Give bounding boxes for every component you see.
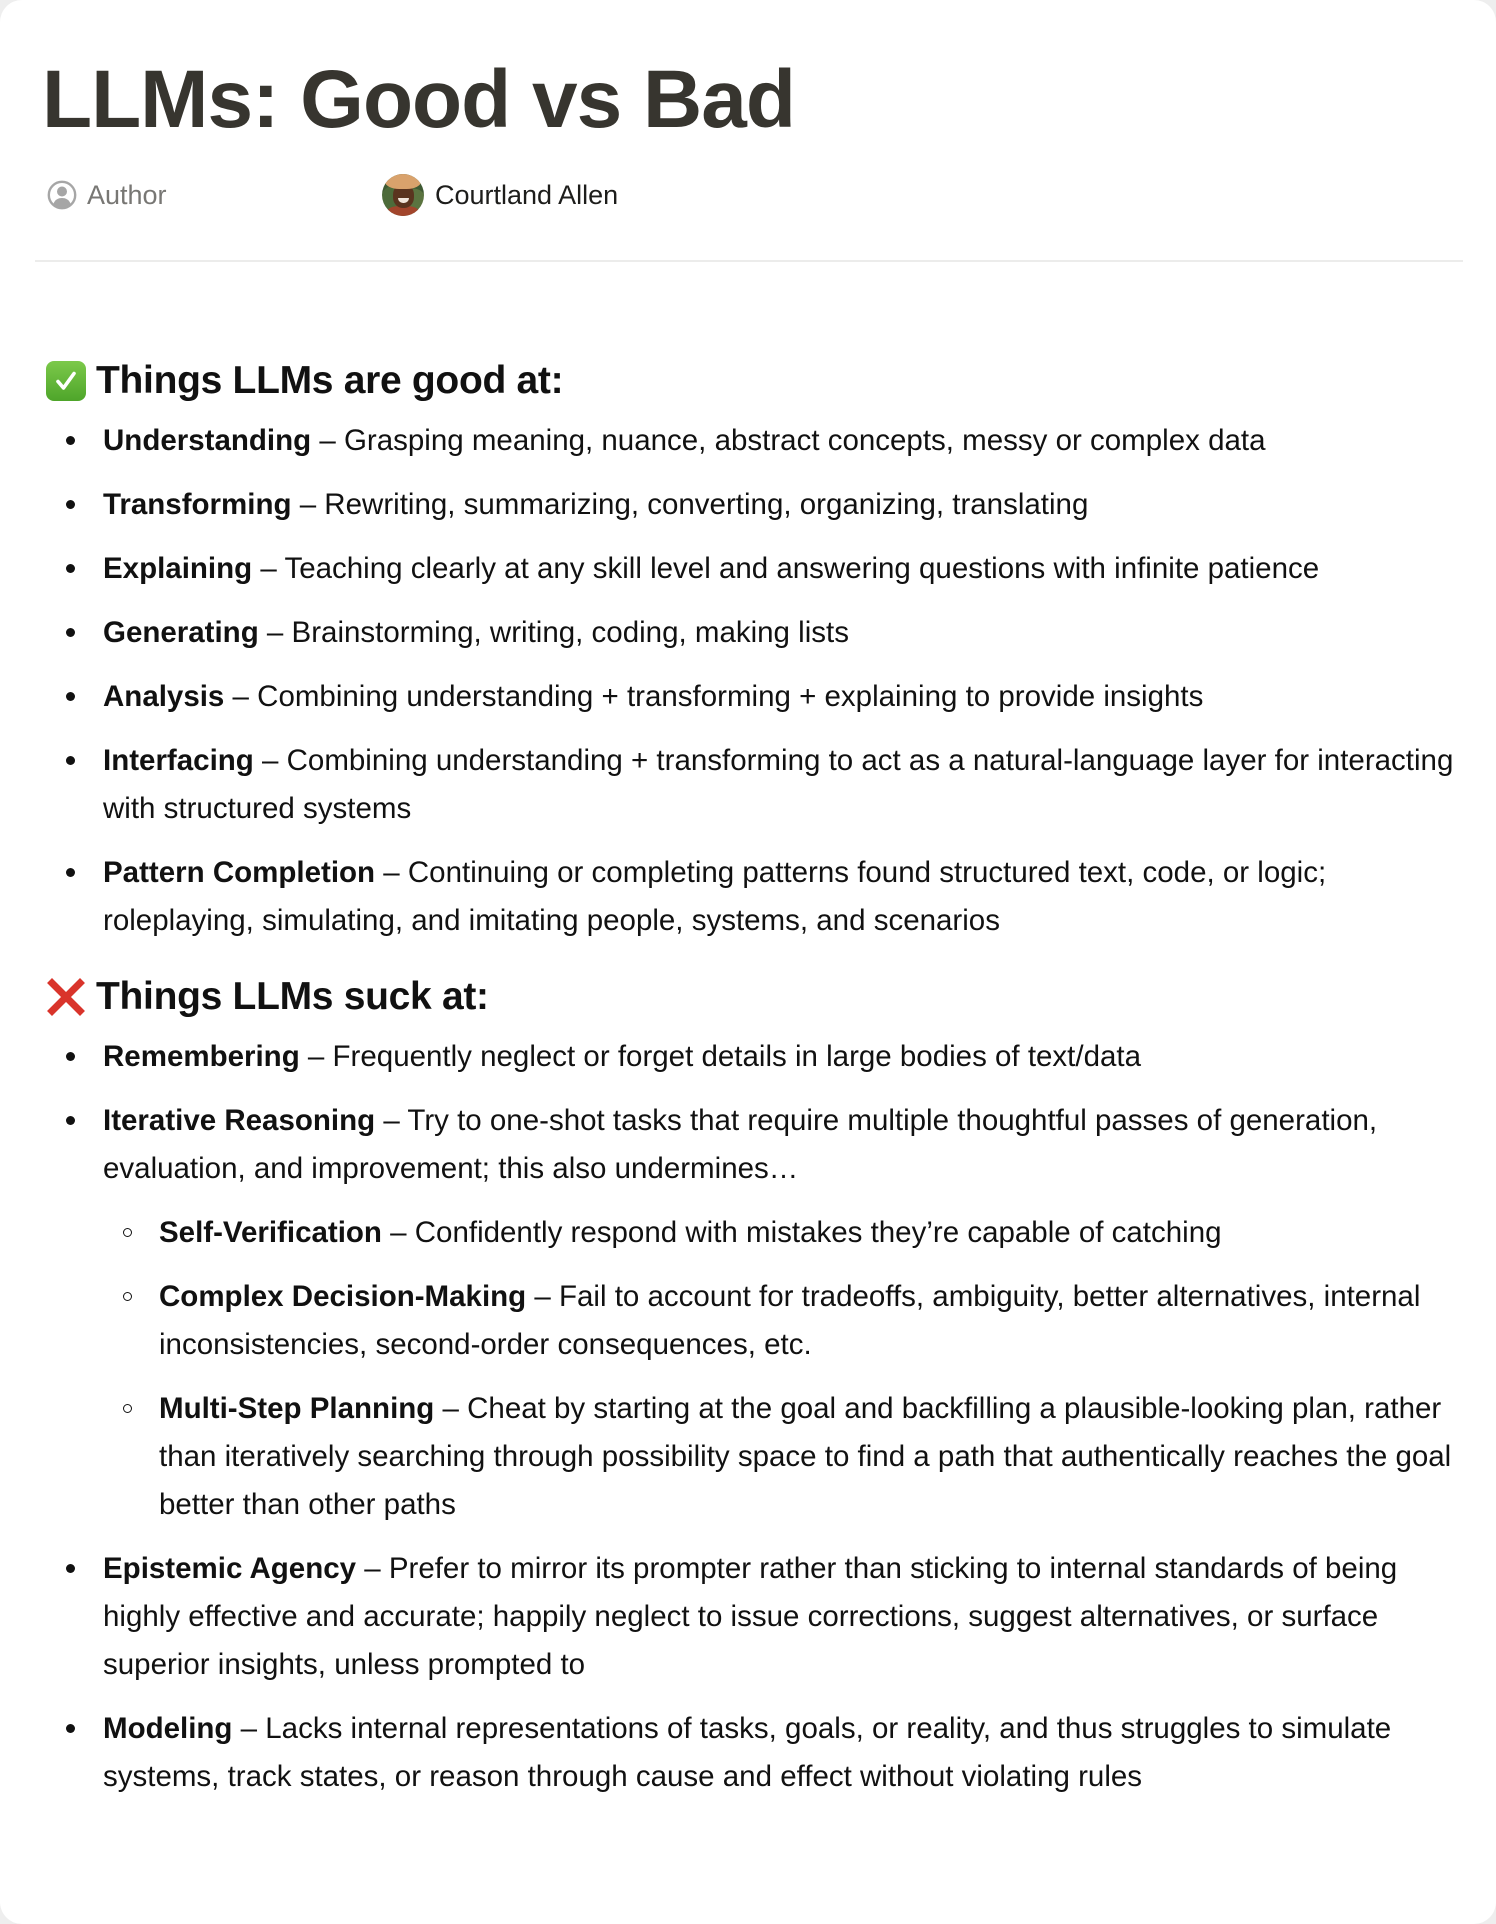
item-term: Understanding (103, 424, 312, 457)
list-item (44, 609, 1464, 657)
item-description: – Confidently respond with mistakes they’re capable of catching (381, 1216, 1222, 1249)
item-description: – Prefer to mirror its prompter rather than sticking to internal standards of being highly effective and accurate; happily neglect to issue corrections, suggest alternatives, or surface superior insights, unless prompted to (103, 1552, 1398, 1681)
sub-list-item (103, 1273, 1464, 1369)
item-term: Generating (103, 616, 259, 649)
item-description: – Combining understanding + transforming + explaining to provide insights (224, 680, 1204, 713)
disc-bullet-icon (66, 1052, 75, 1061)
list-item (44, 417, 1464, 465)
list-item (44, 1097, 1464, 1529)
item-description: – Rewriting, summarizing, converting, organizing, translating (291, 488, 1089, 521)
item-description: – Combining understanding + transforming to act as a natural-language layer for interacting with structured systems (103, 744, 1454, 825)
list-item (44, 1033, 1464, 1081)
item-description: – Continuing or completing patterns found structured text, code, or logic; roleplaying, simulating, and imitating people, systems, and scenarios (103, 856, 1327, 937)
author-property-label[interactable] (47, 180, 382, 211)
sub-list-item (103, 1209, 1464, 1257)
disc-bullet-icon (66, 564, 75, 573)
item-term: Epistemic Agency (103, 1552, 357, 1585)
page-title[interactable]: LLMs: Good vs Bad (42, 54, 795, 145)
sub-list (103, 1209, 1464, 1529)
list-item (44, 737, 1464, 833)
item-term: Complex Decision-Making (159, 1280, 527, 1313)
disc-bullet-icon (66, 1724, 75, 1733)
cross-mark-icon (46, 977, 86, 1017)
bad-section-heading (44, 971, 1464, 1023)
author-value[interactable] (382, 174, 618, 216)
item-description: – Fail to account for tradeoffs, ambiguity, better alternatives, internal inconsistencies, second-order consequences, etc. (159, 1280, 1421, 1361)
item-description: – Teaching clearly at any skill level and answering questions with infinite patience (252, 552, 1320, 585)
disc-bullet-icon (66, 868, 75, 877)
header-divider (35, 260, 1463, 262)
disc-bullet-icon (66, 500, 75, 509)
item-description: – Frequently neglect or forget details in large bodies of text/data (299, 1040, 1141, 1073)
item-description: – Brainstorming, writing, coding, making lists (258, 616, 849, 649)
item-term: Analysis (103, 680, 225, 713)
item-description: – Grasping meaning, nuance, abstract concepts, messy or complex data (311, 424, 1266, 457)
page-content (44, 355, 1464, 1801)
disc-bullet-icon (66, 436, 75, 445)
item-term: Remembering (103, 1040, 300, 1073)
circle-bullet-icon (123, 1404, 132, 1413)
list-item (44, 673, 1464, 721)
disc-bullet-icon (66, 756, 75, 765)
avatar-hat (385, 174, 421, 189)
item-term: Pattern Completion (103, 856, 376, 889)
person-circle-icon (47, 180, 77, 210)
good-section-heading (44, 355, 1464, 407)
item-description: – Lacks internal representations of tasks, goals, or reality, and thus struggles to simulate systems, track states, or reason through cause and effect without violating rules (103, 1712, 1392, 1793)
bad-list (44, 1033, 1464, 1801)
item-term: Transforming (103, 488, 292, 521)
circle-bullet-icon (123, 1228, 132, 1237)
item-term: Iterative Reasoning (103, 1104, 376, 1137)
disc-bullet-icon (66, 1564, 75, 1573)
item-term: Interfacing (103, 744, 254, 777)
author-property-row (47, 172, 1447, 218)
list-item (44, 849, 1464, 945)
item-term: Explaining (103, 552, 253, 585)
list-item (44, 1545, 1464, 1689)
disc-bullet-icon (66, 692, 75, 701)
item-description: – Try to one-shot tasks that require multiple thoughtful passes of generation, evaluation, and improvement; this also undermines… (103, 1104, 1378, 1185)
bad-heading-text: Things LLMs suck at: (96, 975, 489, 1018)
item-description: – Cheat by starting at the goal and backfilling a plausible-looking plan, rather than iteratively searching through possibility space to find a path that authentically reaches the goal better than other paths (159, 1392, 1452, 1521)
disc-bullet-icon (66, 628, 75, 637)
author-label: Author (87, 179, 167, 210)
circle-bullet-icon (123, 1292, 132, 1301)
item-term: Modeling (103, 1712, 233, 1745)
list-item (44, 545, 1464, 593)
item-term: Self-Verification (159, 1216, 382, 1249)
good-heading-text: Things LLMs are good at: (96, 359, 564, 402)
check-mark-button-icon (46, 361, 86, 401)
item-term: Multi-Step Planning (159, 1392, 435, 1425)
author-name: Courtland Allen (435, 179, 619, 210)
list-item (44, 481, 1464, 529)
sub-list-item (103, 1385, 1464, 1529)
list-item (44, 1705, 1464, 1801)
good-list (44, 417, 1464, 945)
disc-bullet-icon (66, 1116, 75, 1125)
avatar (382, 174, 424, 216)
